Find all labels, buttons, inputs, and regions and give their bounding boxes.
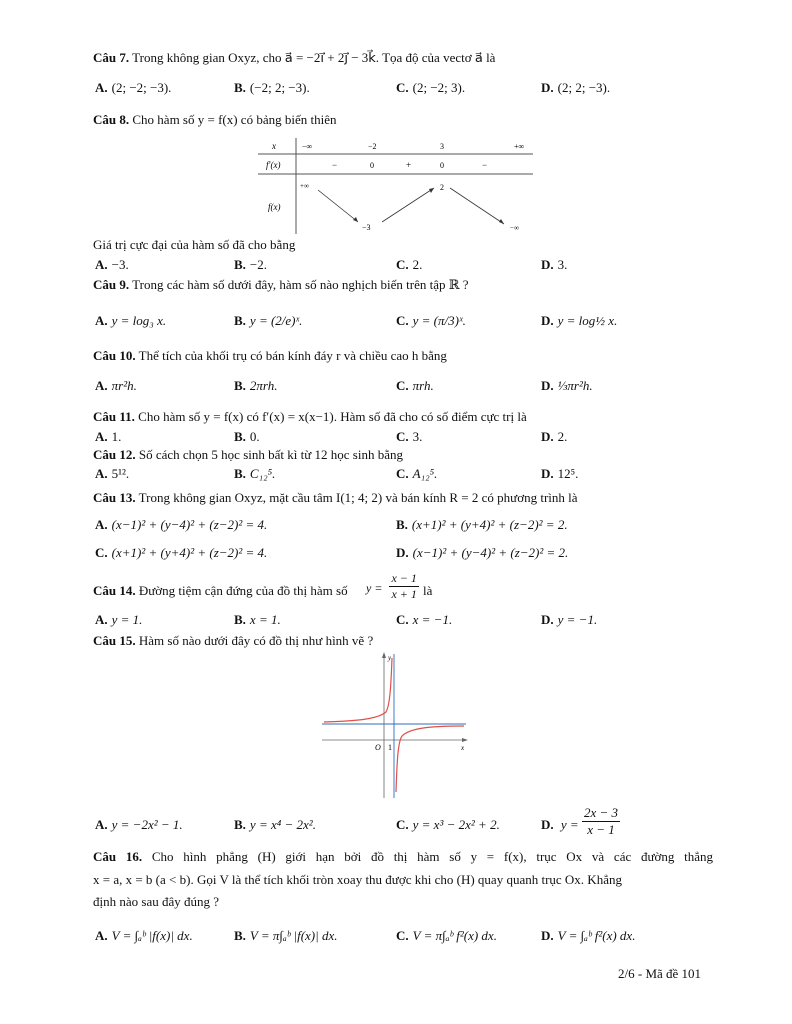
option-letter: A. bbox=[95, 817, 108, 832]
option-letter: D. bbox=[541, 612, 554, 627]
table-x-label: x bbox=[272, 141, 276, 151]
question-text: Cho hàm số y = f(x) có f′(x) = x(x−1). Hàm số đã cho có số điểm cực trị là bbox=[138, 409, 527, 424]
option-text: πr²h. bbox=[111, 378, 137, 393]
option-d[interactable] bbox=[541, 80, 610, 96]
option-letter: D. bbox=[541, 466, 554, 481]
option-letter: C. bbox=[396, 80, 409, 95]
option-letter: C. bbox=[95, 545, 108, 560]
option-text: y = x⁴ − 2x². bbox=[249, 817, 316, 832]
option-text: V = π∫ₐᵇ f²(x) dx. bbox=[412, 928, 497, 943]
option-d[interactable] bbox=[396, 545, 568, 561]
option-b[interactable] bbox=[234, 257, 267, 273]
option-text: (2; −2; −3). bbox=[111, 80, 172, 95]
option-letter: B. bbox=[234, 80, 246, 95]
option-a[interactable] bbox=[95, 466, 129, 482]
tick-label-one: 1 bbox=[388, 743, 392, 752]
option-text: A₁₂⁵. bbox=[412, 466, 438, 481]
question-label: Câu 11. bbox=[93, 409, 135, 424]
option-text: (x+1)² + (y+4)² + (z−2)² = 2. bbox=[411, 517, 568, 532]
question-label: Câu 8. bbox=[93, 112, 130, 127]
fraction-numerator: 2x − 3 bbox=[583, 805, 618, 820]
fp-sign: − bbox=[482, 160, 488, 170]
option-letter: D. bbox=[541, 817, 554, 832]
option-letter: A. bbox=[95, 313, 108, 328]
option-letter: A. bbox=[95, 429, 108, 444]
option-a[interactable] bbox=[95, 313, 166, 329]
option-letter: D. bbox=[541, 313, 554, 328]
option-text: y = bbox=[560, 817, 579, 832]
option-text: πrh. bbox=[412, 378, 434, 393]
option-letter: B. bbox=[234, 817, 246, 832]
question-7 bbox=[93, 50, 495, 66]
option-b[interactable] bbox=[234, 80, 310, 96]
option-text: x = 1. bbox=[249, 612, 281, 627]
question-label: Câu 13. bbox=[93, 490, 136, 505]
option-letter: D. bbox=[541, 257, 554, 272]
option-text: 1. bbox=[111, 429, 122, 444]
option-text: y = x³ − 2x² + 2. bbox=[412, 817, 500, 832]
option-c[interactable] bbox=[396, 80, 465, 96]
option-d[interactable] bbox=[541, 466, 578, 482]
option-letter: B. bbox=[234, 466, 246, 481]
option-d[interactable] bbox=[541, 313, 617, 329]
f-value: 2 bbox=[440, 183, 444, 192]
question-8-followup: Giá trị cực đại của hàm số đã cho bằng bbox=[93, 237, 296, 252]
option-text: 12⁵. bbox=[557, 466, 579, 481]
option-text: y = log½ x. bbox=[557, 313, 618, 328]
option-c[interactable] bbox=[396, 378, 434, 394]
fraction-lhs: y = bbox=[366, 581, 383, 595]
function-graph bbox=[318, 650, 470, 800]
option-text: y = (2/e)ˣ. bbox=[249, 313, 303, 328]
fraction-denominator: x − 1 bbox=[587, 822, 615, 837]
axis-y-label: y bbox=[388, 654, 392, 662]
option-text: V = ∫ₐᵇ f²(x) dx. bbox=[557, 928, 636, 943]
x-value: +∞ bbox=[514, 142, 525, 151]
option-text: 3. bbox=[557, 257, 568, 272]
option-letter: D. bbox=[541, 80, 554, 95]
option-a[interactable] bbox=[95, 612, 142, 628]
question-text: Trong không gian Oxyz, mặt cầu tâm I(1; 4; 2) và bán kính R = 2 có phương trình là bbox=[138, 490, 578, 505]
option-letter: A. bbox=[95, 517, 108, 532]
question-label: Câu 10. bbox=[93, 348, 136, 363]
option-b[interactable] bbox=[234, 466, 275, 482]
question-label: Câu 16. bbox=[93, 849, 143, 864]
option-letter: C. bbox=[396, 466, 409, 481]
option-c[interactable] bbox=[396, 817, 500, 833]
fp-sign: 0 bbox=[440, 161, 444, 170]
option-text: −3. bbox=[111, 257, 129, 272]
function-fraction bbox=[366, 571, 419, 602]
question-8 bbox=[93, 112, 336, 128]
fraction-numerator: x − 1 bbox=[391, 571, 417, 585]
option-b[interactable] bbox=[234, 378, 278, 394]
option-d[interactable] bbox=[541, 257, 567, 273]
option-letter: B. bbox=[234, 612, 246, 627]
option-letter: D. bbox=[396, 545, 409, 560]
option-c[interactable] bbox=[396, 313, 466, 329]
option-text: V = ∫ₐᵇ |f(x)| dx. bbox=[111, 928, 193, 943]
option-b[interactable] bbox=[396, 517, 568, 533]
option-letter: A. bbox=[95, 257, 108, 272]
option-a[interactable] bbox=[95, 517, 267, 533]
option-text: 2πrh. bbox=[249, 378, 278, 393]
option-text: y = 1. bbox=[111, 612, 143, 627]
option-letter: C. bbox=[396, 313, 409, 328]
option-letter: B. bbox=[234, 257, 246, 272]
option-c[interactable] bbox=[95, 545, 267, 561]
option-text: 0. bbox=[249, 429, 260, 444]
question-text: Đường tiệm cận đứng của đồ thị hàm số bbox=[138, 583, 348, 598]
option-text: y = −2x² − 1. bbox=[111, 817, 183, 832]
option-b[interactable] bbox=[234, 612, 281, 628]
option-letter: C. bbox=[396, 378, 409, 393]
question-text: Hàm số nào dưới đây có đồ thị như hình vẽ ? bbox=[138, 633, 374, 648]
option-letter: B. bbox=[396, 517, 408, 532]
option-text: (x−1)² + (y−4)² + (z−2)² = 4. bbox=[111, 517, 268, 532]
option-a[interactable] bbox=[95, 429, 121, 445]
question-label: Câu 7. bbox=[93, 50, 130, 65]
question-16-line-3: định nào sau đây đúng ? bbox=[93, 894, 220, 909]
option-b[interactable] bbox=[234, 313, 302, 329]
option-text: C₁₂⁵. bbox=[249, 466, 276, 481]
fraction-denominator: x + 1 bbox=[391, 587, 417, 601]
option-letter: B. bbox=[234, 378, 246, 393]
option-letter: A. bbox=[95, 928, 108, 943]
option-d[interactable] bbox=[541, 612, 597, 628]
question-label: Câu 15. bbox=[93, 633, 136, 648]
table-fp-label: f′(x) bbox=[266, 160, 281, 170]
x-value: −∞ bbox=[302, 142, 313, 151]
option-text: (x−1)² + (y−4)² + (z−2)² = 2. bbox=[412, 545, 569, 560]
option-a[interactable] bbox=[95, 257, 129, 273]
option-text: y = (π/3)ˣ. bbox=[412, 313, 466, 328]
option-letter: A. bbox=[95, 80, 108, 95]
f-value: +∞ bbox=[300, 182, 309, 190]
option-text: (−2; 2; −3). bbox=[249, 80, 310, 95]
option-letter: A. bbox=[95, 378, 108, 393]
option-letter: D. bbox=[541, 928, 554, 943]
option-c[interactable] bbox=[396, 257, 422, 273]
question-label: Câu 9. bbox=[93, 277, 130, 292]
option-letter: D. bbox=[541, 429, 554, 444]
option-c[interactable] bbox=[396, 928, 497, 944]
option-text: x = −1. bbox=[412, 612, 453, 627]
question-14 bbox=[93, 583, 348, 599]
option-d[interactable] bbox=[541, 429, 567, 445]
option-letter: C. bbox=[396, 928, 409, 943]
option-text: 2. bbox=[557, 429, 568, 444]
axis-x-label: x bbox=[461, 744, 465, 752]
question-text: Trong không gian Oxyz, cho a⃗ = −2i⃗ + 2j⃗ − 3k⃗. Tọa độ của vectơ a⃗ là bbox=[132, 50, 496, 65]
option-a[interactable] bbox=[95, 928, 193, 944]
option-d[interactable] bbox=[541, 928, 635, 944]
question-text: Số cách chọn 5 học sinh bất kì từ 12 học sinh bằng bbox=[138, 447, 403, 462]
option-text: 3. bbox=[412, 429, 423, 444]
option-letter: A. bbox=[95, 466, 108, 481]
question-text: Thể tích của khối trụ có bán kính đáy r và chiều cao h bằng bbox=[138, 348, 447, 363]
fp-sign: + bbox=[406, 160, 412, 170]
option-letter: C. bbox=[396, 612, 409, 627]
question-13 bbox=[93, 490, 578, 506]
question-12 bbox=[93, 447, 403, 463]
question-text: Trong các hàm số dưới đây, hàm số nào nghịch biến trên tập ℝ ? bbox=[132, 277, 469, 292]
option-c[interactable] bbox=[396, 612, 452, 628]
question-label: Câu 14. bbox=[93, 583, 136, 598]
question-15 bbox=[93, 633, 373, 649]
option-letter: A. bbox=[95, 612, 108, 627]
option-letter: B. bbox=[234, 313, 246, 328]
page-footer: 2/6 - Mã đề 101 bbox=[618, 966, 702, 981]
option-text: y = log₃ x. bbox=[111, 313, 167, 328]
option-text: 2. bbox=[412, 257, 423, 272]
option-text: ⅓πr²h. bbox=[557, 378, 593, 393]
option-letter: B. bbox=[234, 429, 246, 444]
option-a[interactable] bbox=[95, 80, 171, 96]
option-text: −2. bbox=[249, 257, 268, 272]
option-text: (2; 2; −3). bbox=[557, 80, 611, 95]
option-text: 5¹². bbox=[111, 466, 130, 481]
question-9 bbox=[93, 277, 469, 293]
question-11 bbox=[93, 409, 527, 425]
question-label: Câu 12. bbox=[93, 447, 136, 462]
x-value: −2 bbox=[368, 142, 377, 151]
option-b[interactable] bbox=[234, 429, 260, 445]
f-value: −∞ bbox=[510, 224, 519, 232]
question-16-line-2: x = a, x = b (a < b). Gọi V là thể tích khối tròn xoay thu được khi cho (H) quay quanh trục Ox. Khẳng bbox=[93, 872, 622, 887]
option-text: V = π∫ₐᵇ |f(x)| dx. bbox=[249, 928, 338, 943]
option-c[interactable] bbox=[396, 466, 437, 482]
option-a[interactable] bbox=[95, 378, 137, 394]
option-letter: C. bbox=[396, 429, 409, 444]
option-d[interactable] bbox=[541, 378, 593, 394]
option-text: y = −1. bbox=[557, 612, 598, 627]
option-text: (x+1)² + (y+4)² + (z−2)² = 4. bbox=[111, 545, 268, 560]
option-letter: B. bbox=[234, 928, 246, 943]
variation-table bbox=[258, 138, 533, 234]
option-d[interactable] bbox=[541, 805, 620, 838]
option-b[interactable] bbox=[234, 817, 316, 833]
fp-sign: 0 bbox=[370, 161, 374, 170]
question-16 bbox=[93, 849, 713, 865]
option-letter: D. bbox=[541, 378, 554, 393]
question-10 bbox=[93, 348, 447, 364]
origin-label: O bbox=[375, 743, 381, 752]
option-c[interactable] bbox=[396, 429, 422, 445]
option-letter: C. bbox=[396, 257, 409, 272]
fp-sign: − bbox=[332, 160, 338, 170]
option-b[interactable] bbox=[234, 928, 337, 944]
question-text: Cho hình phẳng (H) giới hạn bởi đồ thị hàm số y = f(x), trục Ox và các đường thẳng bbox=[151, 849, 714, 864]
option-a[interactable] bbox=[95, 817, 183, 833]
option-letter: C. bbox=[396, 817, 409, 832]
option-text: (2; −2; 3). bbox=[412, 80, 466, 95]
table-f-label: f(x) bbox=[268, 202, 281, 212]
x-value: 3 bbox=[440, 142, 444, 151]
question-text-end: là bbox=[423, 583, 433, 598]
f-value: −3 bbox=[362, 223, 371, 232]
question-text: Cho hàm số y = f(x) có bảng biến thiên bbox=[132, 112, 337, 127]
